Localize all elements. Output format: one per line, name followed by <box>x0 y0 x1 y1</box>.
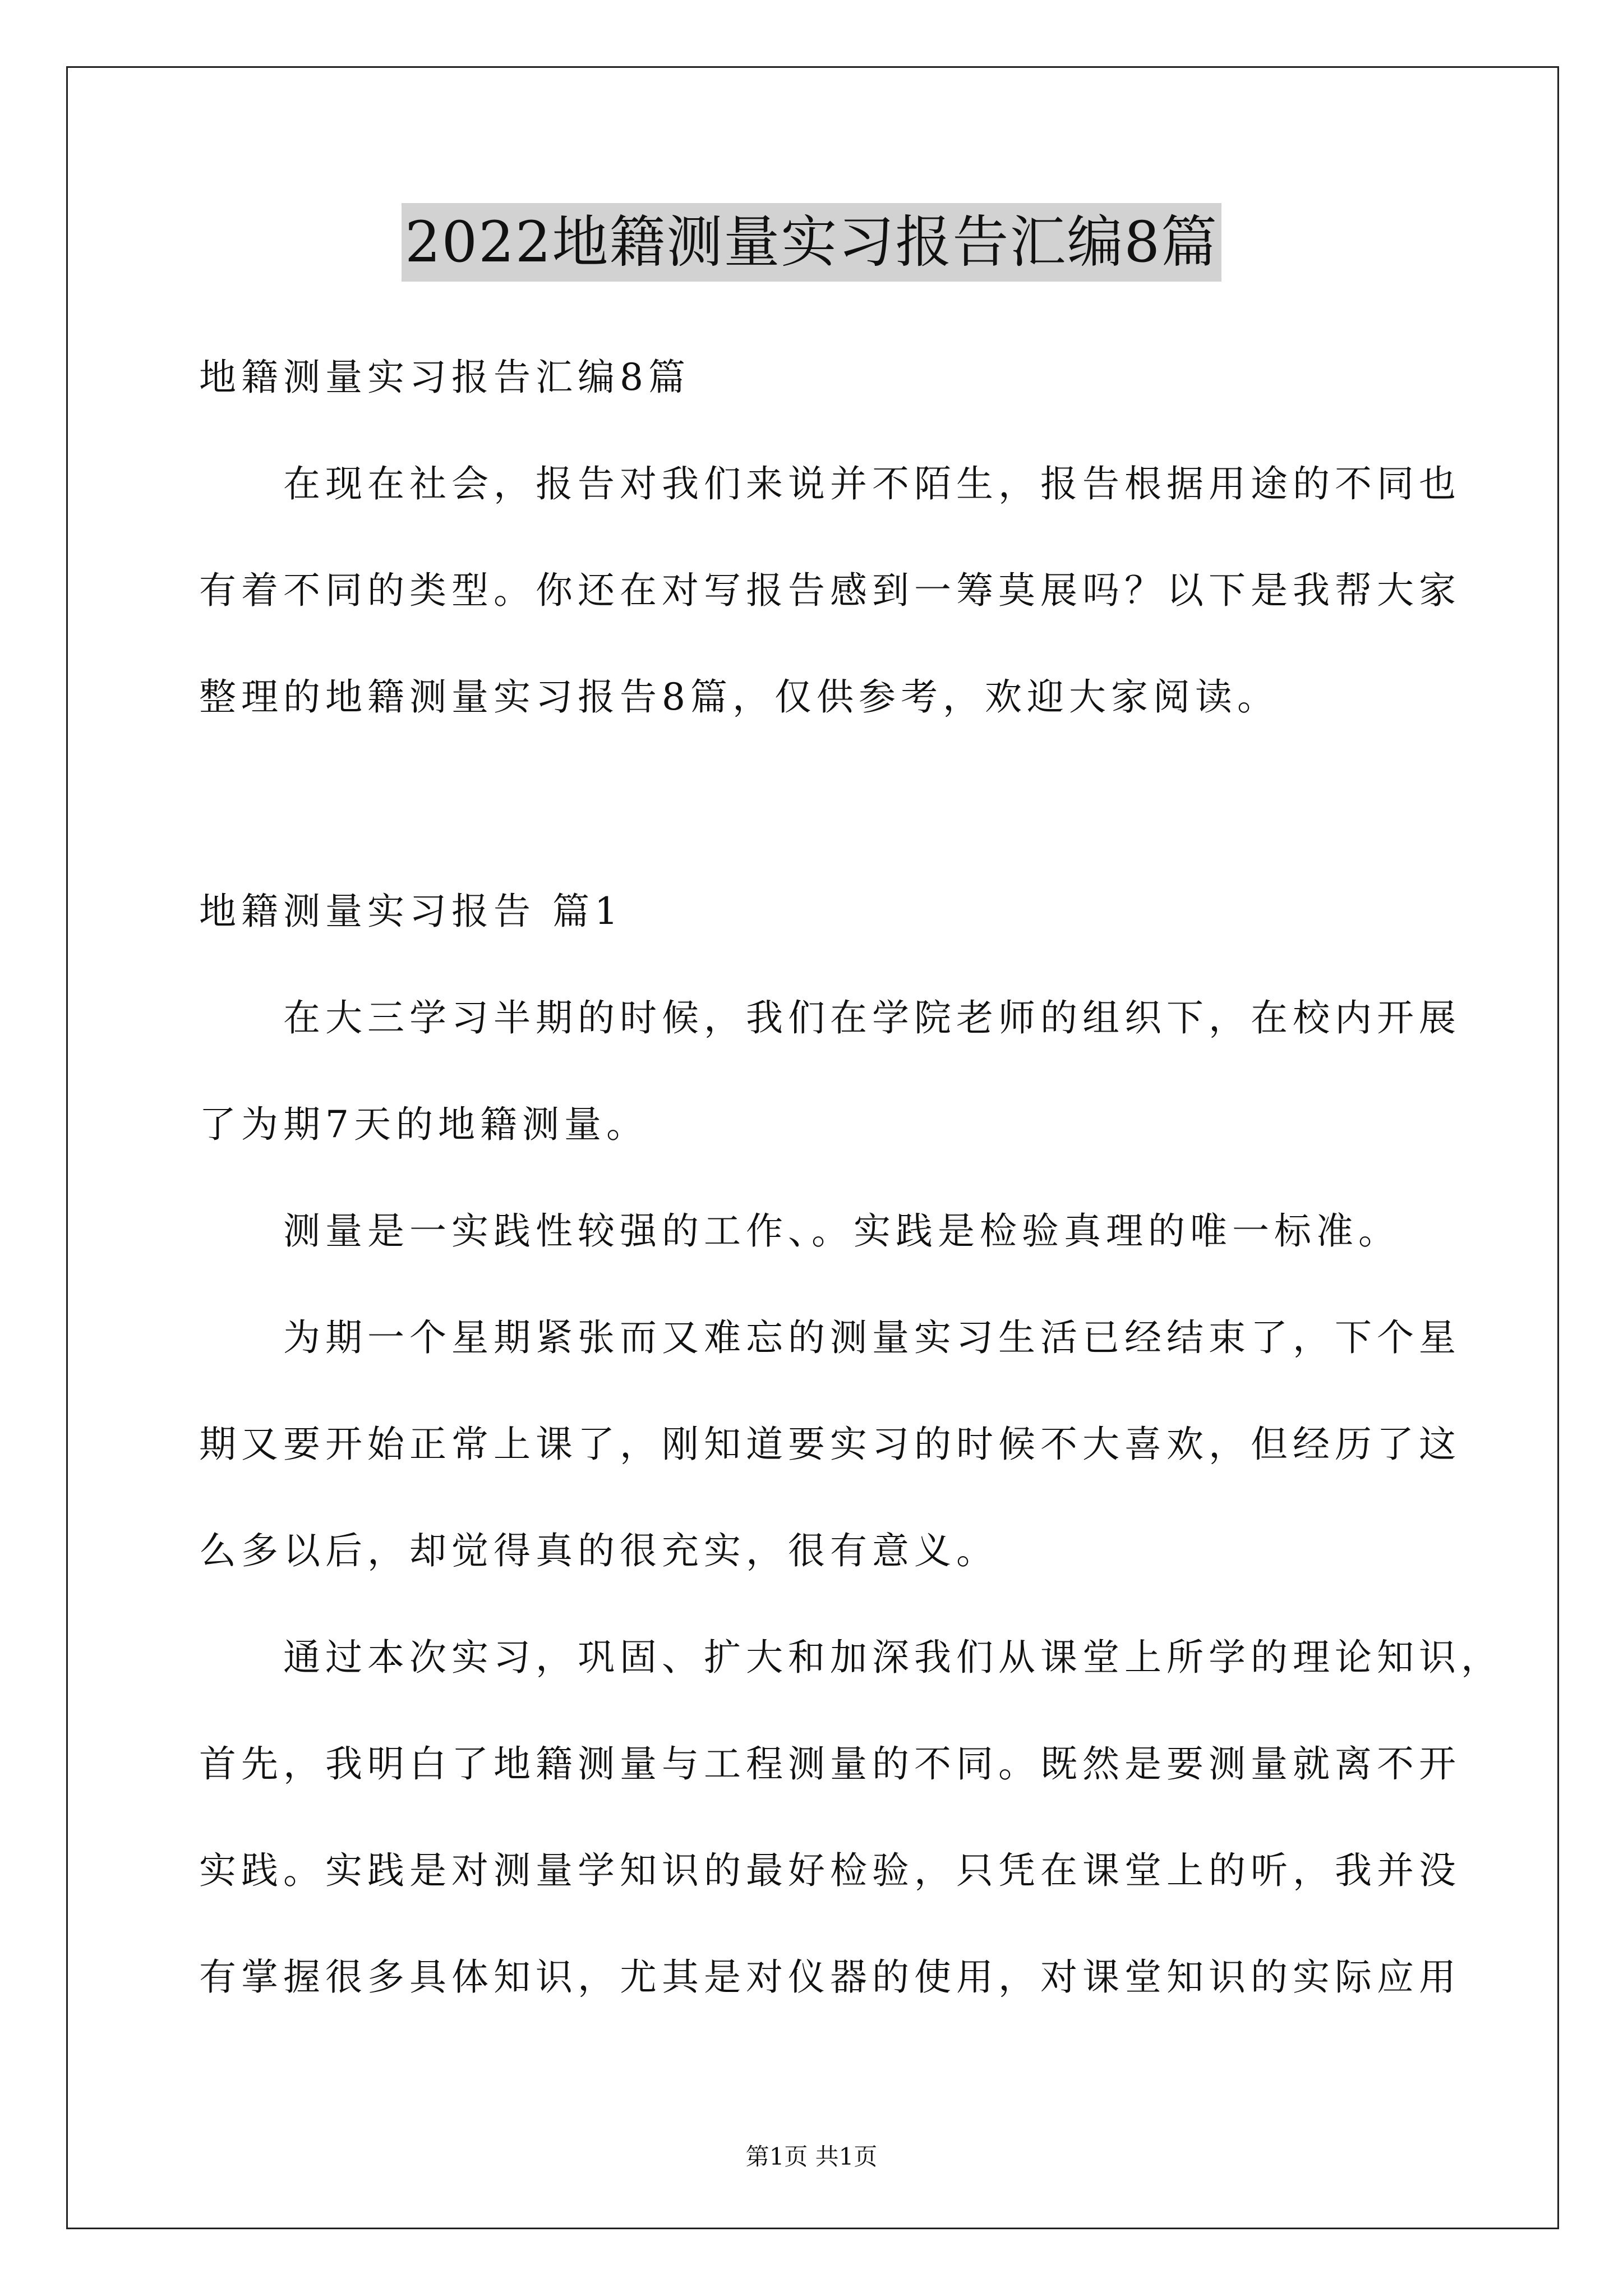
body-line-8: 首先，我明白了地籍测量与工程测量的不同。既然是要测量就离不开 <box>199 1742 1461 1786</box>
body-line-7: 通过本次实习，巩固、扩大和加深我们从课堂上所学的理论知识， <box>283 1636 1503 1679</box>
section-heading: 地籍测量实习报告 篇1 <box>199 890 623 933</box>
intro-line-1: 在现在社会，报告对我们来说并不陌生，报告根据用途的不同也 <box>283 462 1461 505</box>
document-subtitle: 地籍测量实习报告汇编8篇 <box>199 356 690 399</box>
document-title: 2022地籍测量实习报告汇编8篇 <box>402 203 1221 282</box>
page-footer: 第1页 共1页 <box>745 2143 878 2170</box>
body-line-5: 期又要开始正常上课了，刚知道要实习的时候不大喜欢，但经历了这 <box>199 1423 1461 1466</box>
title-container <box>0 203 1623 282</box>
body-line-2: 了为期7天的地籍测量。 <box>199 1103 648 1146</box>
intro-line-3: 整理的地籍测量实习报告8篇，仅供参考，欢迎大家阅读。 <box>199 675 1279 719</box>
body-line-4: 为期一个星期紧张而又难忘的测量实习生活已经结束了，下个星 <box>283 1316 1461 1359</box>
body-line-3: 测量是一实践性较强的工作、。实践是检验真理的唯一标准。 <box>283 1209 1400 1253</box>
body-line-1: 在大三学习半期的时候，我们在学院老师的组织下，在校内开展 <box>283 996 1461 1039</box>
intro-line-2: 有着不同的类型。你还在对写报告感到一筹莫展吗？以下是我帮大家 <box>199 569 1461 612</box>
body-line-6: 么多以后，却觉得真的很充实，很有意义。 <box>199 1529 998 1572</box>
body-line-10: 有掌握很多具体知识，尤其是对仪器的使用，对课堂知识的实际应用 <box>199 1955 1461 1999</box>
body-line-9: 实践。实践是对测量学知识的最好检验，只凭在课堂上的听，我并没 <box>199 1849 1461 1892</box>
